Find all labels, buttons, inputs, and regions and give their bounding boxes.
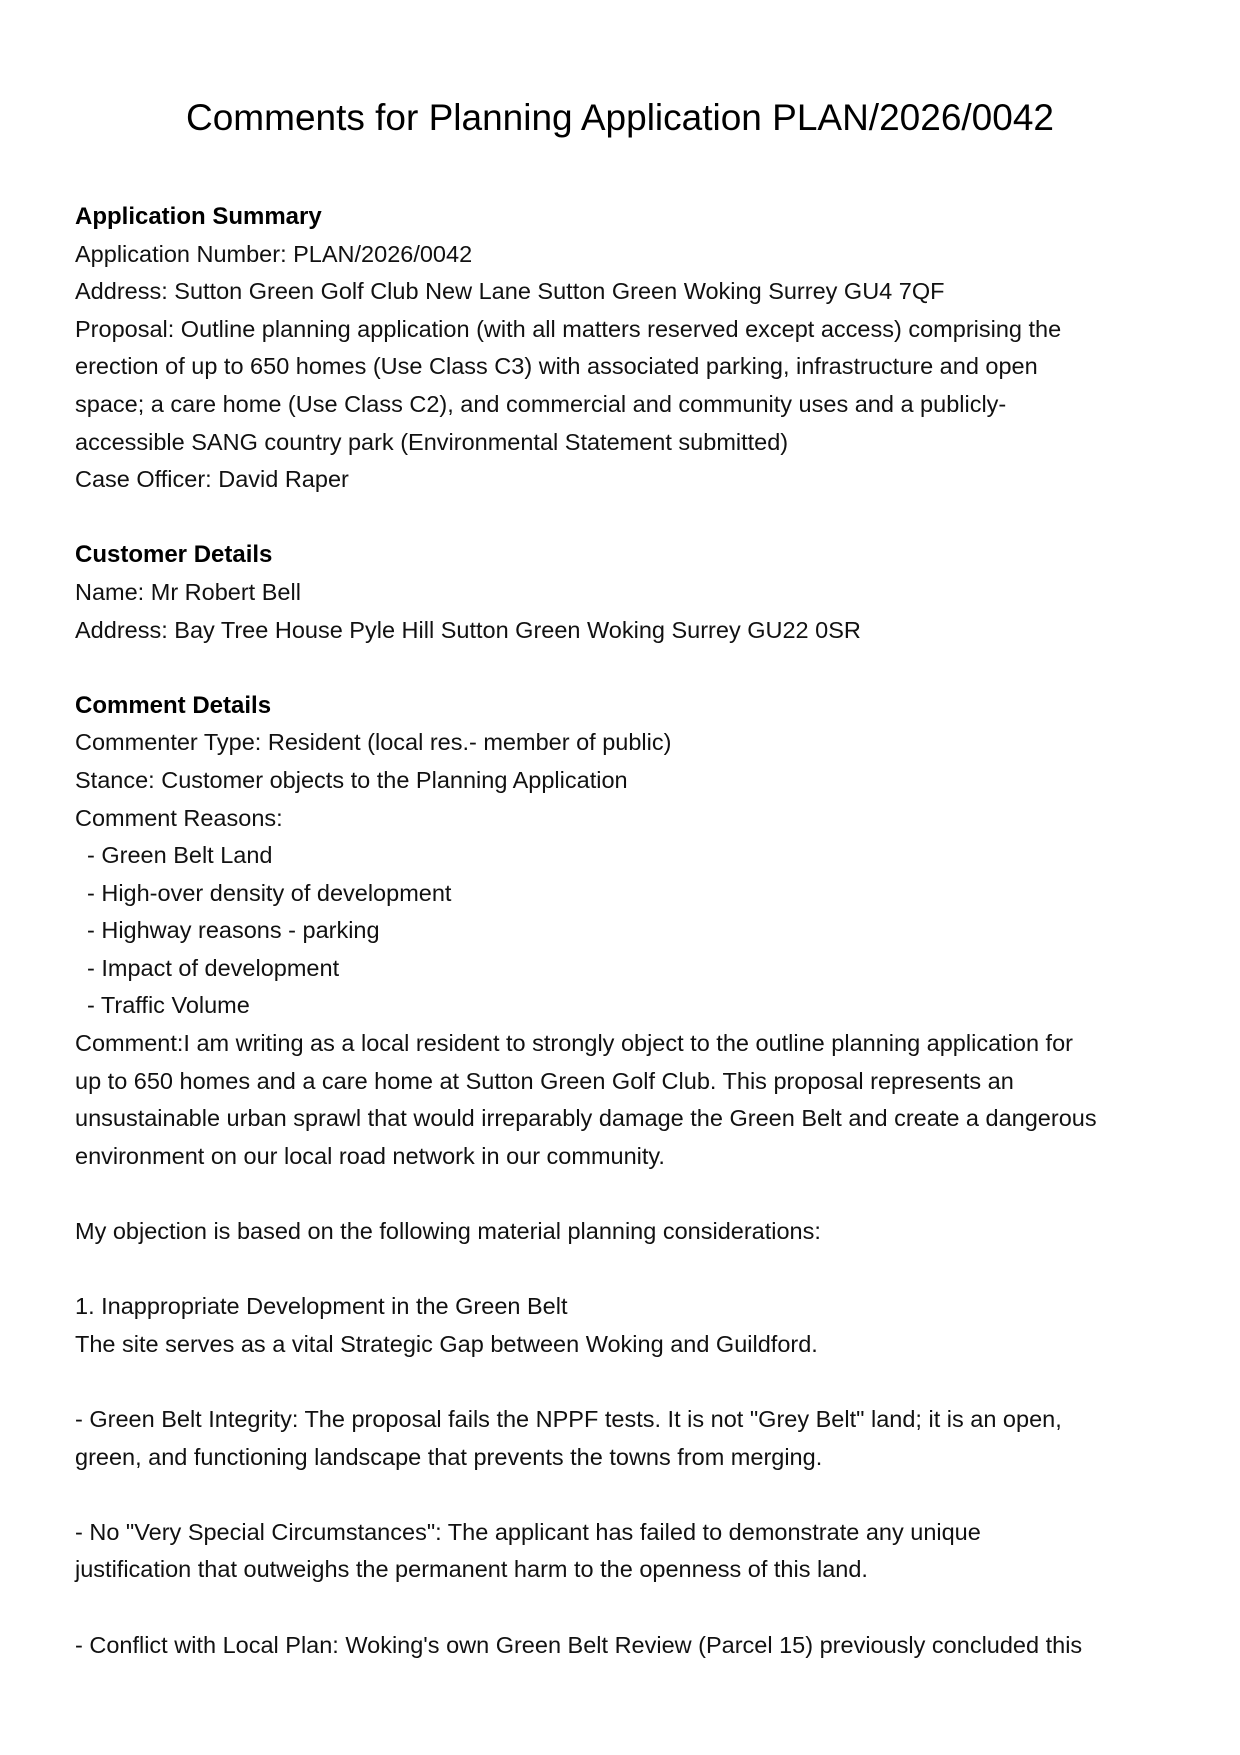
section-1-text: The site serves as a vital Strategic Gap between Woking and Guildford. [75, 1330, 818, 1357]
spacer [75, 1175, 1175, 1213]
comment-reasons-label: Comment Reasons: [75, 804, 283, 831]
page-title: Comments for Planning Application PLAN/2026/0042 [186, 97, 1054, 138]
customer-details-heading: Customer Details [75, 541, 273, 569]
comment-details-section [75, 687, 1175, 1664]
stance: Stance: Customer objects to the Planning Application [75, 766, 628, 793]
comment-reasons-list [75, 837, 1175, 1025]
comment-line: up to 650 homes and a care home at Sutton Green Golf Club. This proposal represents an [75, 1067, 1014, 1094]
case-officer: Case Officer: David Raper [75, 466, 349, 493]
spacer [75, 1363, 1175, 1401]
objection-intro: My objection is based on the following material planning considerations: [75, 1218, 821, 1245]
proposal-line: Proposal: Outline planning application (with all matters reserved except access) comprising the [75, 315, 1062, 342]
application-summary-section [75, 198, 1175, 499]
proposal-line: accessible SANG country park (Environmental Statement submitted) [75, 428, 789, 455]
special-circumstances-line: - No "Very Special Circumstances": The applicant has failed to demonstrate any unique [75, 1518, 981, 1545]
application-number: Application Number: PLAN/2026/0042 [75, 240, 473, 267]
comment-line: environment on our local road network in our community. [75, 1142, 665, 1169]
customer-details-section [75, 536, 1175, 649]
comment-reason-item: - Impact of development [87, 954, 340, 981]
customer-address: Address: Bay Tree House Pyle Hill Sutton Green Woking Surrey GU22 0SR [75, 616, 861, 643]
green-belt-integrity-line: - Green Belt Integrity: The proposal fails the NPPF tests. It is not "Grey Belt" land; it is an open, [75, 1406, 1062, 1432]
green-belt-integrity-line: green, and functioning landscape that prevents the towns from merging. [75, 1443, 823, 1470]
application-summary-heading: Application Summary [75, 203, 322, 230]
comment-reason-item: - Green Belt Land [87, 842, 273, 869]
spacer [75, 1589, 1175, 1627]
comment-line: Comment:I am writing as a local resident to strongly object to the outline planning application for [75, 1030, 1073, 1057]
comment-reason-item: - High-over density of development [87, 879, 452, 906]
proposal-line: space; a care home (Use Class C2), and commercial and community uses and a publicly- [75, 390, 1007, 417]
section-1-heading: 1. Inappropriate Development in the Green Belt [75, 1293, 568, 1320]
commenter-type: Commenter Type: Resident (local res.- member of public) [75, 729, 672, 756]
spacer [75, 1476, 1175, 1514]
comment-reason-item: - Highway reasons - parking [87, 917, 380, 944]
comment-line: unsustainable urban sprawl that would irreparably damage the Green Belt and create a dangerous [75, 1105, 1097, 1132]
special-circumstances-line: justification that outweighs the permanent harm to the openness of this land. [75, 1556, 868, 1583]
customer-name: Name: Mr Robert Bell [75, 578, 301, 605]
comment-details-heading: Comment Details [75, 691, 272, 719]
application-address: Address: Sutton Green Golf Club New Lane Sutton Green Woking Surrey GU4 7QF [75, 278, 945, 305]
comment-reason-item: - Traffic Volume [87, 992, 250, 1019]
proposal-line: erection of up to 650 homes (Use Class C3) with associated parking, infrastructure and open [75, 353, 1038, 380]
local-plan-conflict-line: - Conflict with Local Plan: Woking's own Green Belt Review (Parcel 15) previously concluded this [75, 1631, 1083, 1658]
spacer [75, 649, 1175, 687]
spacer [75, 1251, 1175, 1289]
spacer [75, 499, 1175, 537]
document-body [75, 198, 1175, 1664]
